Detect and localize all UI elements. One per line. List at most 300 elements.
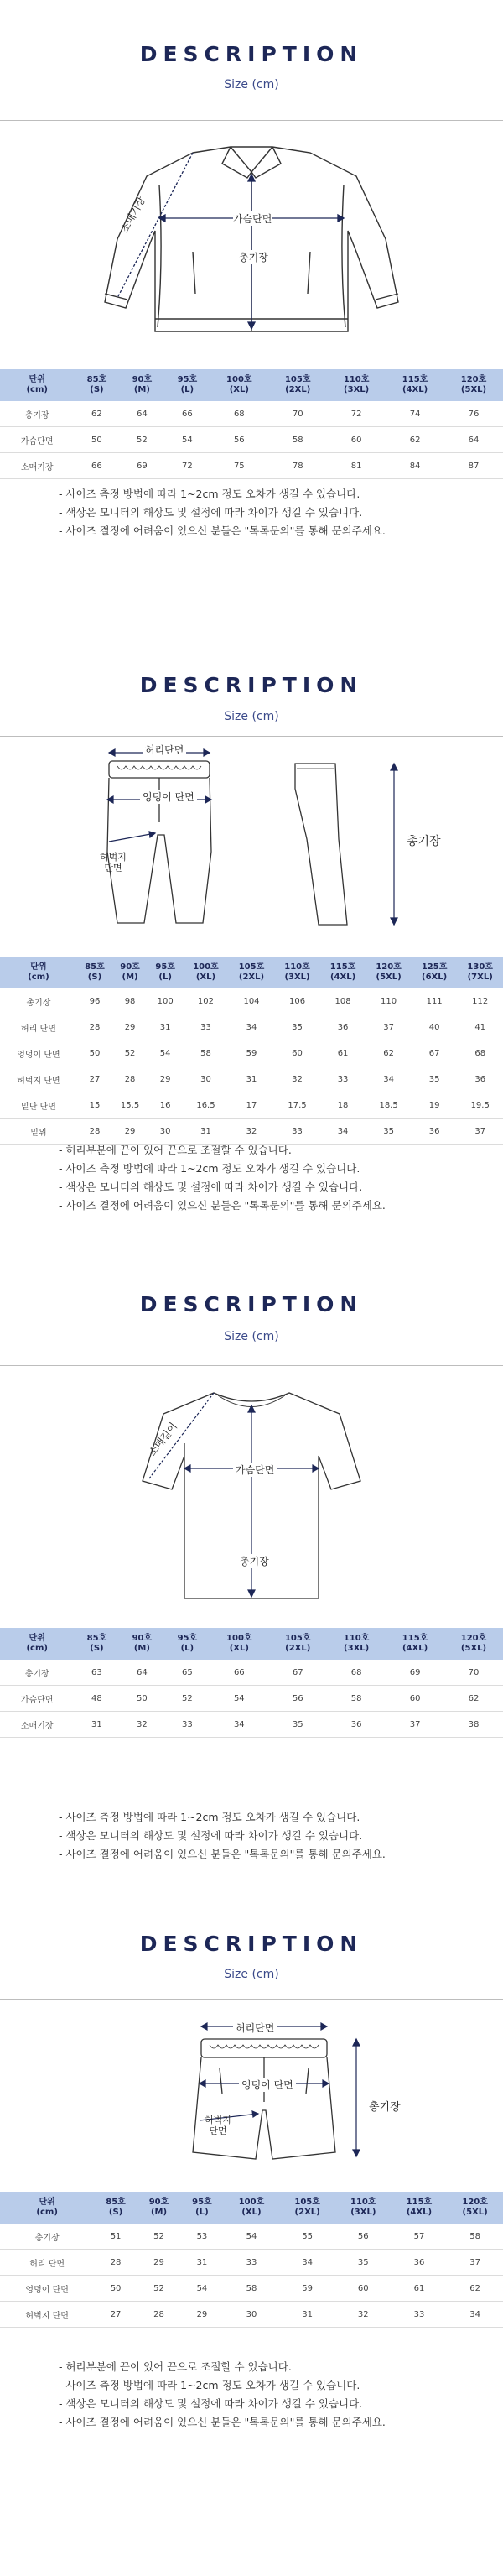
table-cell: 64 <box>119 401 164 427</box>
note-line: - 사이즈 측정 방법에 따라 1~2cm 정도 오차가 생길 수 있습니다. <box>59 488 360 500</box>
row-header: 허리 단면 <box>0 2250 94 2276</box>
size-table-header <box>0 1628 503 1660</box>
header-size-label: (3XL) <box>350 2208 376 2217</box>
table-cell: 40 <box>412 1014 458 1040</box>
size-table <box>0 957 503 1145</box>
table-cell: 52 <box>119 427 164 453</box>
header-size-label: (S) <box>90 385 104 394</box>
header-size-code: 115호 <box>402 375 428 384</box>
header-size-code: 85호 <box>106 2198 126 2207</box>
size-header <box>229 957 275 988</box>
header-size-label: (XL) <box>241 2208 262 2217</box>
jacket-diagram <box>67 134 436 352</box>
table-cell: 27 <box>77 1066 112 1092</box>
table-row <box>0 2276 503 2302</box>
table-cell: 36 <box>412 1119 458 1145</box>
header-size-label: (5XL) <box>460 1644 487 1653</box>
size-header <box>119 1628 164 1660</box>
notes <box>59 1141 478 1215</box>
header-size-label: (M) <box>133 385 150 394</box>
notes <box>59 2358 478 2432</box>
table-cell: 58 <box>327 1686 386 1712</box>
header-size-code: 110호 <box>350 2198 376 2207</box>
header-size-label: (6XL) <box>422 973 448 982</box>
table-cell: 60 <box>386 1686 444 1712</box>
unit-header <box>0 957 77 988</box>
table-cell: 75 <box>210 453 268 479</box>
table-row <box>0 1660 503 1686</box>
divider <box>0 736 503 737</box>
table-cell: 16.5 <box>183 1092 229 1119</box>
header-size-code: 105호 <box>294 2198 320 2207</box>
header-size-label: (XL) <box>195 973 216 982</box>
size-header <box>386 1628 444 1660</box>
table-cell: 58 <box>268 427 327 453</box>
table-cell: 52 <box>112 1040 148 1066</box>
table-cell: 19 <box>412 1092 458 1119</box>
size-header <box>327 1628 386 1660</box>
header-size-code: 85호 <box>85 962 105 972</box>
note-line: - 사이즈 측정 방법에 따라 1~2cm 정도 오차가 생길 수 있습니다. <box>59 1811 360 1823</box>
table-cell: 41 <box>457 1014 503 1040</box>
table-cell: 68 <box>327 1660 386 1686</box>
table-cell: 34 <box>229 1014 275 1040</box>
size-header <box>386 369 444 401</box>
row-header: 가슴단면 <box>0 1686 74 1712</box>
table-cell: 36 <box>327 1712 386 1738</box>
note-line: - 색상은 모니터의 해상도 및 설정에 따라 차이가 생길 수 있습니다. <box>59 2397 363 2410</box>
header-size-code: 85호 <box>86 375 107 384</box>
table-cell: 100 <box>148 988 183 1014</box>
unit-header <box>0 2192 94 2224</box>
note-line: - 사이즈 결정에 어려움이 있으신 분들은 "톡톡문의"를 통해 문의주세요. <box>59 2416 386 2428</box>
section-tshirt <box>0 1259 503 1905</box>
table-cell: 34 <box>210 1712 268 1738</box>
header-size-label: (5XL) <box>376 973 402 982</box>
header-size-label: (XL) <box>229 385 249 394</box>
table-cell: 69 <box>119 453 164 479</box>
table-cell: 31 <box>229 1066 275 1092</box>
table-cell: 35 <box>268 1712 327 1738</box>
table-cell: 104 <box>229 988 275 1014</box>
table-cell: 50 <box>77 1040 112 1066</box>
header-size-label: (3XL) <box>344 385 370 394</box>
size-header <box>164 1628 210 1660</box>
sleeve-length-label: 소매길이 <box>146 1420 180 1458</box>
table-cell: 35 <box>274 1014 320 1040</box>
table-cell: 18.5 <box>366 1092 412 1119</box>
table-cell: 28 <box>77 1014 112 1040</box>
table-cell: 106 <box>274 988 320 1014</box>
chest-width-label: 가슴단면 <box>233 213 272 225</box>
size-header <box>183 957 229 988</box>
table-cell: 96 <box>77 988 112 1014</box>
header-size-code: 단위 <box>29 375 45 384</box>
size-header <box>74 1628 119 1660</box>
row-header: 허리 단면 <box>0 1014 77 1040</box>
table-cell: 28 <box>137 2302 180 2328</box>
header-size-label: (XL) <box>229 1644 249 1653</box>
table-cell: 34 <box>279 2250 335 2276</box>
table-cell: 87 <box>444 453 503 479</box>
size-table-header <box>0 369 503 401</box>
chest-width-label: 가슴단면 <box>233 1463 277 1477</box>
header-size-code: 100호 <box>226 1634 252 1643</box>
size-header <box>320 957 366 988</box>
note-line: - 사이즈 결정에 어려움이 있으신 분들은 "톡톡문의"를 통해 문의주세요. <box>59 1848 386 1860</box>
sleeve-length-label: 소매기장 <box>118 194 148 235</box>
unit-header <box>0 369 74 401</box>
table-row <box>0 1712 503 1738</box>
header-size-code: 100호 <box>193 962 219 972</box>
table-cell: 35 <box>412 1066 458 1092</box>
table-cell: 68 <box>210 401 268 427</box>
table-cell: 62 <box>386 427 444 453</box>
size-header <box>444 369 503 401</box>
divider <box>0 1365 503 1366</box>
table-cell: 35 <box>335 2250 392 2276</box>
size-header <box>444 1628 503 1660</box>
table-cell: 32 <box>229 1119 275 1145</box>
size-header <box>274 957 320 988</box>
table-cell: 70 <box>268 401 327 427</box>
section-subtitle: Size (cm) <box>224 1330 279 1343</box>
table-cell: 54 <box>180 2276 223 2302</box>
header-size-code: 95호 <box>192 2198 212 2207</box>
size-table <box>0 1628 503 1738</box>
table-cell: 36 <box>457 1066 503 1092</box>
row-header: 밑단 단면 <box>0 1092 77 1119</box>
table-cell: 31 <box>148 1014 183 1040</box>
header-size-label: (L) <box>180 1644 194 1653</box>
size-header <box>180 2192 223 2224</box>
header-size-code: 120호 <box>462 2198 488 2207</box>
table-cell: 76 <box>444 401 503 427</box>
tshirt-diagram <box>126 1372 377 1607</box>
header-size-label: (5XL) <box>462 2208 488 2217</box>
table-cell: 34 <box>320 1119 366 1145</box>
table-cell: 52 <box>137 2224 180 2250</box>
header-size-code: 90호 <box>132 1634 153 1643</box>
table-cell: 18 <box>320 1092 366 1119</box>
size-header <box>279 2192 335 2224</box>
table-cell: 28 <box>112 1066 148 1092</box>
table-cell: 62 <box>74 401 119 427</box>
header-size-label: (4XL) <box>406 2208 433 2217</box>
size-header <box>210 1628 268 1660</box>
table-cell: 36 <box>392 2250 448 2276</box>
table-cell: 32 <box>274 1066 320 1092</box>
header-size-label: (4XL) <box>329 973 356 982</box>
header-size-label: (5XL) <box>460 385 487 394</box>
table-cell: 112 <box>457 988 503 1014</box>
table-cell: 19.5 <box>457 1092 503 1119</box>
total-length-label: 총기장 <box>237 1554 272 1568</box>
table-cell: 60 <box>327 427 386 453</box>
pants-front-diagram <box>92 743 226 927</box>
table-cell: 33 <box>392 2302 448 2328</box>
table-cell: 30 <box>183 1066 229 1092</box>
table-cell: 50 <box>94 2276 137 2302</box>
total-length-label: 총기장 <box>407 835 441 848</box>
table-row <box>0 427 503 453</box>
size-header <box>148 957 183 988</box>
table-cell: 66 <box>164 401 210 427</box>
table-cell: 37 <box>447 2250 503 2276</box>
unit-header <box>0 1628 74 1660</box>
row-header: 엉덩이 단면 <box>0 2276 94 2302</box>
table-cell: 37 <box>366 1014 412 1040</box>
header-size-label: (2XL) <box>238 973 265 982</box>
table-cell: 30 <box>148 1119 183 1145</box>
header-size-label: (4XL) <box>402 385 428 394</box>
size-table <box>0 2192 503 2328</box>
row-header: 소매기장 <box>0 1712 74 1738</box>
header-size-label: (M) <box>150 2208 168 2217</box>
header-size-label: (L) <box>195 2208 209 2217</box>
header-size-label: (cm) <box>28 973 49 982</box>
table-cell: 32 <box>119 1712 164 1738</box>
table-cell: 60 <box>335 2276 392 2302</box>
table-cell: 70 <box>444 1660 503 1686</box>
table-cell: 31 <box>279 2302 335 2328</box>
header-size-code: 110호 <box>343 1634 370 1643</box>
hip-width-label: 엉덩이 단면 <box>140 790 197 804</box>
table-row <box>0 988 503 1014</box>
size-header <box>77 957 112 988</box>
header-size-code: 105호 <box>284 1634 311 1643</box>
table-cell: 54 <box>210 1686 268 1712</box>
table-cell: 52 <box>164 1686 210 1712</box>
table-cell: 33 <box>274 1119 320 1145</box>
hip-width-label: 엉덩이 단면 <box>239 2078 296 2092</box>
table-cell: 56 <box>335 2224 392 2250</box>
table-cell: 29 <box>148 1066 183 1092</box>
total-length-label: 총기장 <box>369 2101 401 2114</box>
notes <box>59 1808 478 1864</box>
table-cell: 57 <box>392 2224 448 2250</box>
table-cell: 30 <box>224 2302 280 2328</box>
table-cell: 54 <box>148 1040 183 1066</box>
table-cell: 54 <box>164 427 210 453</box>
table-row <box>0 1686 503 1712</box>
header-size-code: 130호 <box>467 962 493 972</box>
row-header: 총기장 <box>0 1660 74 1686</box>
thigh-width-label: 허벅지 단면 <box>100 852 127 873</box>
section-title: DESCRIPTION <box>139 1932 364 1956</box>
table-row <box>0 1014 503 1040</box>
table-cell: 68 <box>457 1040 503 1066</box>
table-cell: 53 <box>180 2224 223 2250</box>
table-cell: 110 <box>366 988 412 1014</box>
table-cell: 74 <box>386 401 444 427</box>
table-cell: 29 <box>112 1119 148 1145</box>
size-header <box>94 2192 137 2224</box>
table-cell: 69 <box>386 1660 444 1686</box>
size-header <box>268 369 327 401</box>
header-size-label: (3XL) <box>344 1644 370 1653</box>
header-size-code: 100호 <box>238 2198 265 2207</box>
table-cell: 52 <box>137 2276 180 2302</box>
row-header: 총기장 <box>0 988 77 1014</box>
size-header <box>137 2192 180 2224</box>
table-cell: 111 <box>412 988 458 1014</box>
size-header <box>392 2192 448 2224</box>
table-cell: 29 <box>137 2250 180 2276</box>
table-row <box>0 2302 503 2328</box>
header-size-label: (cm) <box>26 1644 48 1653</box>
table-cell: 33 <box>164 1712 210 1738</box>
row-header: 엉덩이 단면 <box>0 1040 77 1066</box>
table-cell: 38 <box>444 1712 503 1738</box>
header-size-code: 120호 <box>376 962 402 972</box>
note-line: - 색상은 모니터의 해상도 및 설정에 따라 차이가 생길 수 있습니다. <box>59 1181 363 1193</box>
table-cell: 59 <box>279 2276 335 2302</box>
table-cell: 27 <box>94 2302 137 2328</box>
table-row <box>0 2250 503 2276</box>
header-size-label: (2XL) <box>294 2208 320 2217</box>
total-length-label: 총기장 <box>239 252 268 263</box>
table-cell: 61 <box>392 2276 448 2302</box>
size-header <box>366 957 412 988</box>
header-size-label: (7XL) <box>467 973 493 982</box>
size-header <box>268 1628 327 1660</box>
table-row <box>0 2224 503 2250</box>
table-row <box>0 1119 503 1145</box>
table-cell: 37 <box>386 1712 444 1738</box>
table-cell: 33 <box>224 2250 280 2276</box>
table-cell: 28 <box>94 2250 137 2276</box>
header-size-code: 105호 <box>238 962 265 972</box>
section-shorts <box>0 1905 503 2576</box>
header-size-code: 90호 <box>148 2198 169 2207</box>
size-header <box>112 957 148 988</box>
section-title: DESCRIPTION <box>139 1292 364 1317</box>
table-cell: 62 <box>444 1686 503 1712</box>
table-row <box>0 1092 503 1119</box>
table-row <box>0 401 503 427</box>
table-cell: 64 <box>444 427 503 453</box>
table-cell: 37 <box>457 1119 503 1145</box>
table-cell: 67 <box>412 1040 458 1066</box>
table-cell: 72 <box>164 453 210 479</box>
note-line: - 사이즈 결정에 어려움이 있으신 분들은 "톡톡문의"를 통해 문의주세요. <box>59 1199 386 1212</box>
header-size-code: 100호 <box>226 375 252 384</box>
size-table <box>0 369 503 479</box>
table-cell: 61 <box>320 1040 366 1066</box>
table-cell: 66 <box>74 453 119 479</box>
header-size-code: 95호 <box>177 1634 198 1643</box>
header-size-label: (2XL) <box>285 1644 311 1653</box>
table-cell: 17.5 <box>274 1092 320 1119</box>
header-size-label: (S) <box>90 1644 104 1653</box>
header-size-code: 110호 <box>343 375 370 384</box>
size-header <box>327 369 386 401</box>
header-size-label: (cm) <box>26 385 48 394</box>
header-size-label: (3XL) <box>284 973 310 982</box>
row-header: 총기장 <box>0 401 74 427</box>
table-row <box>0 453 503 479</box>
table-cell: 63 <box>74 1660 119 1686</box>
table-cell: 32 <box>335 2302 392 2328</box>
thigh-width-label: 허벅지 단면 <box>205 2115 231 2136</box>
table-cell: 78 <box>268 453 327 479</box>
header-size-code: 95호 <box>155 962 175 972</box>
header-size-label: (L) <box>158 973 172 982</box>
notes <box>59 485 478 540</box>
header-size-label: (4XL) <box>402 1644 428 1653</box>
section-subtitle: Size (cm) <box>224 710 279 723</box>
header-size-label: (S) <box>108 2208 123 2217</box>
table-cell: 33 <box>320 1066 366 1092</box>
table-cell: 31 <box>183 1119 229 1145</box>
table-cell: 60 <box>274 1040 320 1066</box>
size-header <box>119 369 164 401</box>
size-header <box>412 957 458 988</box>
row-header: 밑위 <box>0 1119 77 1145</box>
table-cell: 58 <box>447 2224 503 2250</box>
table-cell: 48 <box>74 1686 119 1712</box>
header-size-label: (M) <box>133 1644 150 1653</box>
header-size-code: 105호 <box>284 375 311 384</box>
note-line: - 색상은 모니터의 해상도 및 설정에 따라 차이가 생길 수 있습니다. <box>59 1829 363 1842</box>
note-line: - 색상은 모니터의 해상도 및 설정에 따라 차이가 생길 수 있습니다. <box>59 506 363 519</box>
table-cell: 50 <box>119 1686 164 1712</box>
table-cell: 102 <box>183 988 229 1014</box>
size-header <box>74 369 119 401</box>
header-size-code: 단위 <box>39 2198 55 2207</box>
header-size-label: (L) <box>180 385 194 394</box>
size-header <box>457 957 503 988</box>
section-title: DESCRIPTION <box>139 42 364 66</box>
row-header: 허벅지 단면 <box>0 1066 77 1092</box>
table-cell: 84 <box>386 453 444 479</box>
header-size-code: 110호 <box>284 962 310 972</box>
header-size-label: (S) <box>87 973 102 982</box>
waist-width-label: 허리단면 <box>143 743 186 757</box>
header-size-label: (cm) <box>36 2208 58 2217</box>
table-cell: 29 <box>180 2302 223 2328</box>
table-cell: 33 <box>183 1014 229 1040</box>
table-cell: 31 <box>180 2250 223 2276</box>
table-cell: 50 <box>74 427 119 453</box>
table-cell: 34 <box>366 1066 412 1092</box>
header-size-code: 115호 <box>329 962 356 972</box>
size-header <box>447 2192 503 2224</box>
table-cell: 58 <box>183 1040 229 1066</box>
header-size-code: 85호 <box>86 1634 107 1643</box>
table-cell: 98 <box>112 988 148 1014</box>
table-cell: 16 <box>148 1092 183 1119</box>
table-cell: 59 <box>229 1040 275 1066</box>
table-cell: 31 <box>74 1712 119 1738</box>
note-line: - 사이즈 측정 방법에 따라 1~2cm 정도 오차가 생길 수 있습니다. <box>59 1162 360 1175</box>
table-cell: 62 <box>366 1040 412 1066</box>
table-cell: 35 <box>366 1119 412 1145</box>
table-cell: 65 <box>164 1660 210 1686</box>
header-size-code: 90호 <box>120 962 140 972</box>
size-table-header <box>0 957 503 988</box>
table-cell: 29 <box>112 1014 148 1040</box>
header-size-code: 90호 <box>132 375 153 384</box>
note-line: - 사이즈 결정에 어려움이 있으신 분들은 "톡톡문의"를 통해 문의주세요. <box>59 524 386 537</box>
table-cell: 51 <box>94 2224 137 2250</box>
table-cell: 67 <box>268 1660 327 1686</box>
table-cell: 15 <box>77 1092 112 1119</box>
section-long-pants <box>0 638 503 1259</box>
table-cell: 64 <box>119 1660 164 1686</box>
table-cell: 72 <box>327 401 386 427</box>
